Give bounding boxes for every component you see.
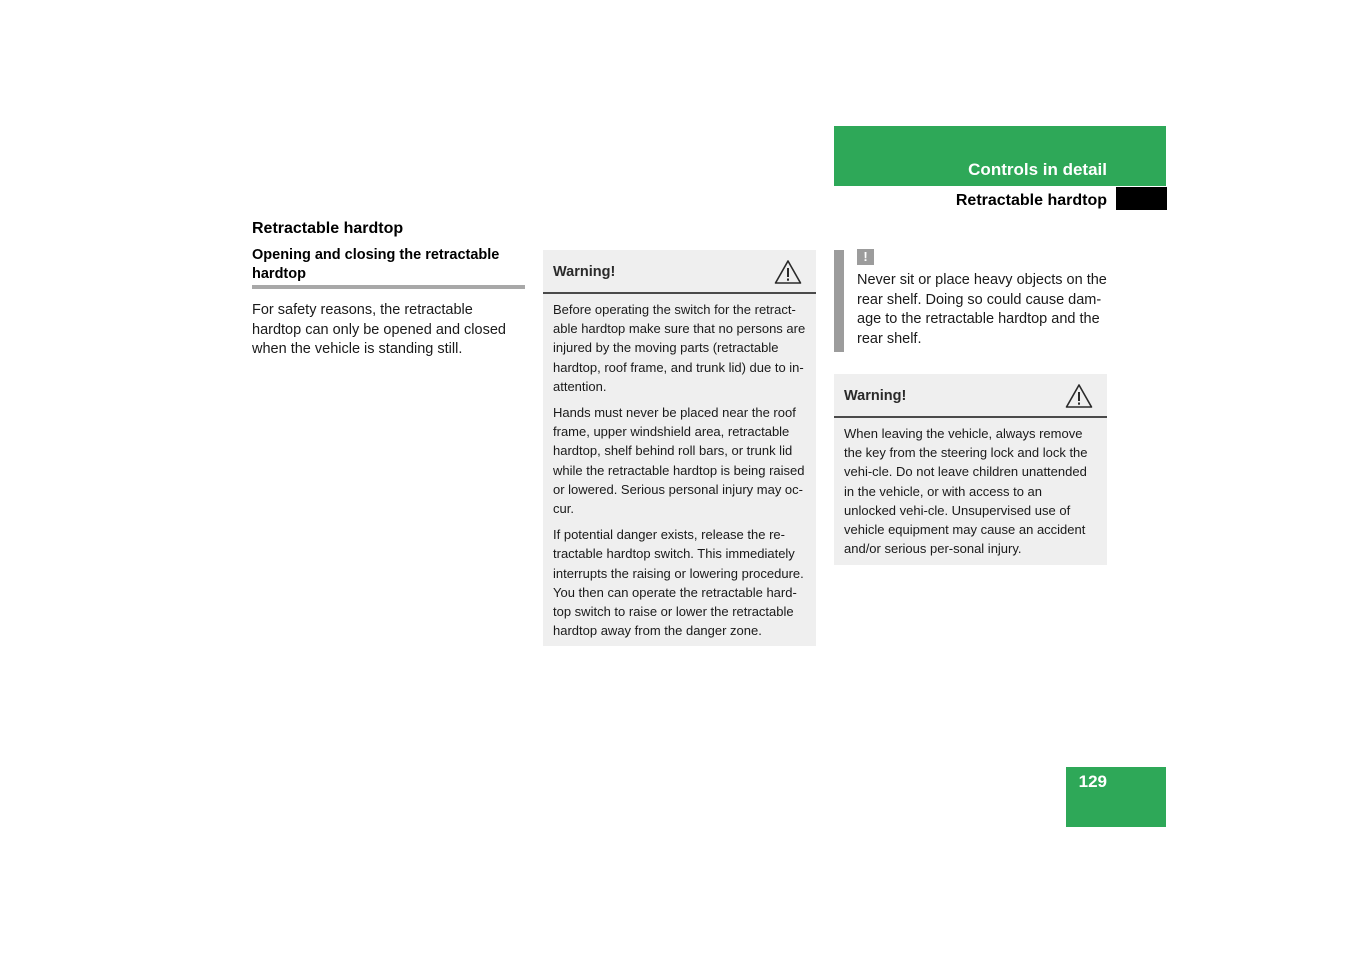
page-number: 129 [1078,772,1107,791]
warning-paragraph: If potential danger exists, release the re-tractable hardtop switch. This immediately interrupts the raising or lowering procedure. You then can operate the retractable hard-top switch to raise or lower the retractable hardtop away from the danger zone. [553,527,804,639]
sub-heading: Opening and closing the retractable hardtop [252,247,500,282]
warning-box [543,250,816,646]
intro-paragraph: For safety reasons, the retractable hardtop can only be opened and closed when the vehicle is standing still. [252,302,506,357]
section-marker [1116,187,1167,210]
notice-exclamation-icon: ! [857,249,874,265]
warning-triangle-icon [774,259,802,285]
warning-triangle-icon [1065,383,1093,409]
page-heading: Retractable hardtop [252,220,404,237]
heading-divider [252,285,525,289]
warning-header [834,374,1107,418]
warning-title: Warning! [553,264,616,280]
section-title: Retractable hardtop [955,192,1107,209]
warning-body [543,294,816,648]
notice-text: Never sit or place heavy objects on the rear shelf. Doing so could cause dam-age to the retractable hardtop and the rear shelf. [857,272,1107,347]
warning-header [543,250,816,294]
warning-paragraph: Hands must never be placed near the roof frame, upper windshield area, retractable hardtop, shelf behind roll bars, or trunk lid while the retractable hardtop is being raised or lowered. Serious personal injury may oc-cur. [553,405,805,517]
warning-title: Warning! [844,388,907,404]
warning-paragraph: Before operating the switch for the retract-able hardtop make sure that no persons are injured by the moving parts (retractable hardtop, roof frame, and trunk lid) due to in-attention. [553,302,806,394]
warning-body [834,418,1107,566]
chapter-title: Controls in detail [968,160,1107,179]
warning-box [834,374,1107,565]
notice-bar [834,250,844,352]
warning-paragraph: When leaving the vehicle, always remove the key from the steering lock and lock the vehi-cle. Do not leave children unattended in the vehicle, or with access to an unlocked vehi-cle. Unsupervised use of vehicle equipment may cause an accident and/or serious per-sonal injury. [844,426,1088,557]
